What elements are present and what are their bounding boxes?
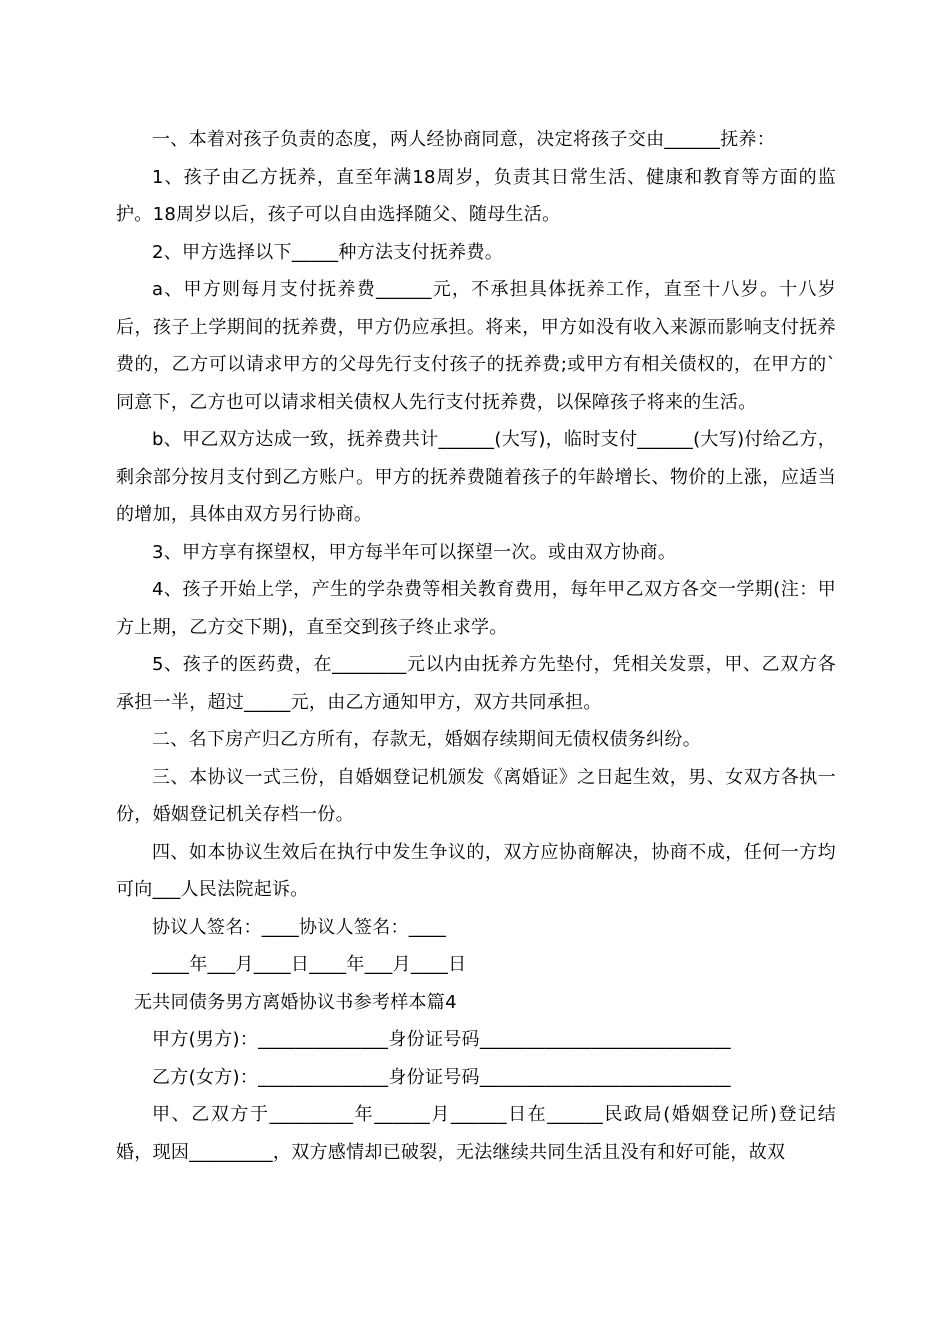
section-heading: 无共同债务男方离婚协议书参考样本篇4 — [134, 991, 457, 1013]
clause-payment-option-a: a、甲方则每月支付抚养费______元，不承担具体抚养工作，直至十八岁。十八岁后，孩子上学期间的抚养费，甲方仍应承担。将来，甲方如没有收入来源而影响支付抚养费的，乙方可以请求甲方的父母先行支付孩子的抚养费;或甲方有相关债权的，在甲方的`同意下，乙方也可以请求相关债权人先行支付抚养费，以保障孩子将来的生活。 — [116, 279, 836, 413]
clause-custody-item-5: 5、孩子的医药费，在________元以内由抚养方先垫付，凭相关发票，甲、乙双方各承担一半，超过_____元，由乙方通知甲方，双方共同承担。 — [116, 654, 836, 713]
clause-custody-item-1: 1、孩子由乙方抚养，直至年满18周岁，负责其日常生活、健康和教育等方面的监护。18周岁以后，孩子可以自由选择随父、随母生活。 — [116, 166, 836, 225]
clause-payment-option-b: b、甲乙双方达成一致，抚养费共计______(大写)，临时支付______(大写)付给乙方，剩余部分按月支付到乙方账户。甲方的抚养费随着孩子的年龄增长、物价的上涨，应适当的增加，具体由双方另行协商。 — [116, 429, 836, 525]
date-line: ____年___月____日____年___月____日 — [152, 954, 467, 975]
party-a-line: 甲方(男方)：______________身份证号码___________________________ — [152, 1029, 731, 1050]
clause-custody-item-4: 4、孩子开始上学，产生的学杂费等相关教育费用，每年甲乙双方各交一学期(注：甲方上期，乙方交下期)，直至交到孩子终止求学。 — [116, 579, 836, 638]
document-body — [116, 121, 836, 1171]
party-b-line: 乙方(女方)：______________身份证号码___________________________ — [152, 1066, 731, 1088]
marriage-statement: 甲、乙双方于_________年______月______日在______民政局(婚姻登记所)登记结婚，现因_________，双方感情却已破裂，无法继续共同生活且没有和好可能，故双 — [116, 1104, 836, 1163]
clause-dispute: 四、如本协议生效后在执行中发生争议的，双方应协商解决，协商不成，任何一方均可向___人民法院起诉。 — [116, 841, 836, 900]
clause-custody-item-3: 3、甲方享有探望权，甲方每半年可以探望一次。或由双方协商。 — [152, 541, 677, 563]
clause-copies: 三、本协议一式三份，自婚姻登记机颁发《离婚证》之日起生效，男、女双方各执一份，婚姻登记机关存档一份。 — [116, 766, 836, 825]
clause-custody-item-2: 2、甲方选择以下_____种方法支付抚养费。 — [152, 241, 504, 263]
clause-custody: 一、本着对孩子负责的态度，两人经协商同意，决定将孩子交由______抚养： — [152, 129, 776, 150]
signature-line: 协议人签名：____协议人签名：____ — [152, 916, 446, 938]
clause-property: 二、名下房产归乙方所有，存款无，婚姻存续期间无债权债务纠纷。 — [152, 729, 701, 750]
